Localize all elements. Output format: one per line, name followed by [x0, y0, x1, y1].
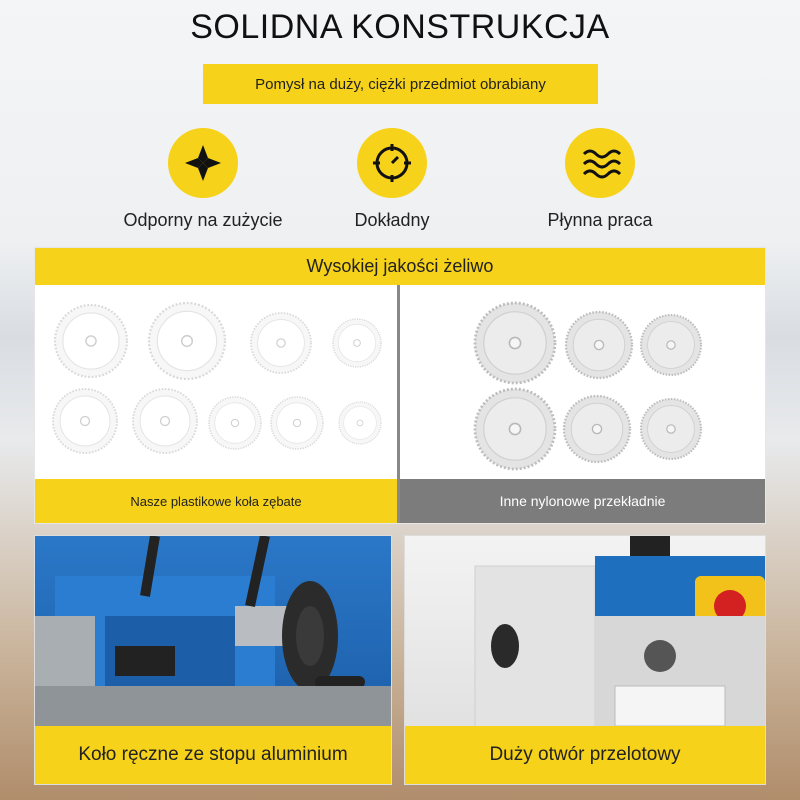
feature-label: Dokładny — [354, 210, 430, 230]
feature-label: Płynna praca — [547, 210, 653, 230]
gear-comparison-image — [35, 285, 765, 479]
feature-wear-resistant — [103, 128, 303, 231]
left-caption: Nasze plastikowe koła zębate — [35, 479, 397, 523]
feature-precise — [292, 128, 492, 231]
cross-cut-icon — [168, 128, 238, 198]
page-title: SOLIDNA KONSTRUKCJA — [190, 8, 610, 46]
feature-label: Odporny na zużycie — [123, 210, 283, 230]
waves-icon — [565, 128, 635, 198]
precision-target-icon — [357, 128, 427, 198]
gear-comparison-panel — [34, 247, 766, 524]
spindle-bore-caption: Duży otwór przelotowy — [405, 726, 765, 784]
right-caption: Inne nylonowe przekładnie — [400, 479, 765, 523]
subtitle-banner: Pomysł na duży, ciężki przedmiot obrabiany — [203, 64, 598, 104]
handwheel-caption: Koło ręczne ze stopu aluminium — [35, 726, 391, 784]
spindle-bore-photo — [404, 535, 766, 785]
handwheel-photo — [34, 535, 392, 785]
comparison-heading: Wysokiej jakości żeliwo — [35, 248, 765, 285]
feature-smooth-operation — [500, 128, 700, 231]
